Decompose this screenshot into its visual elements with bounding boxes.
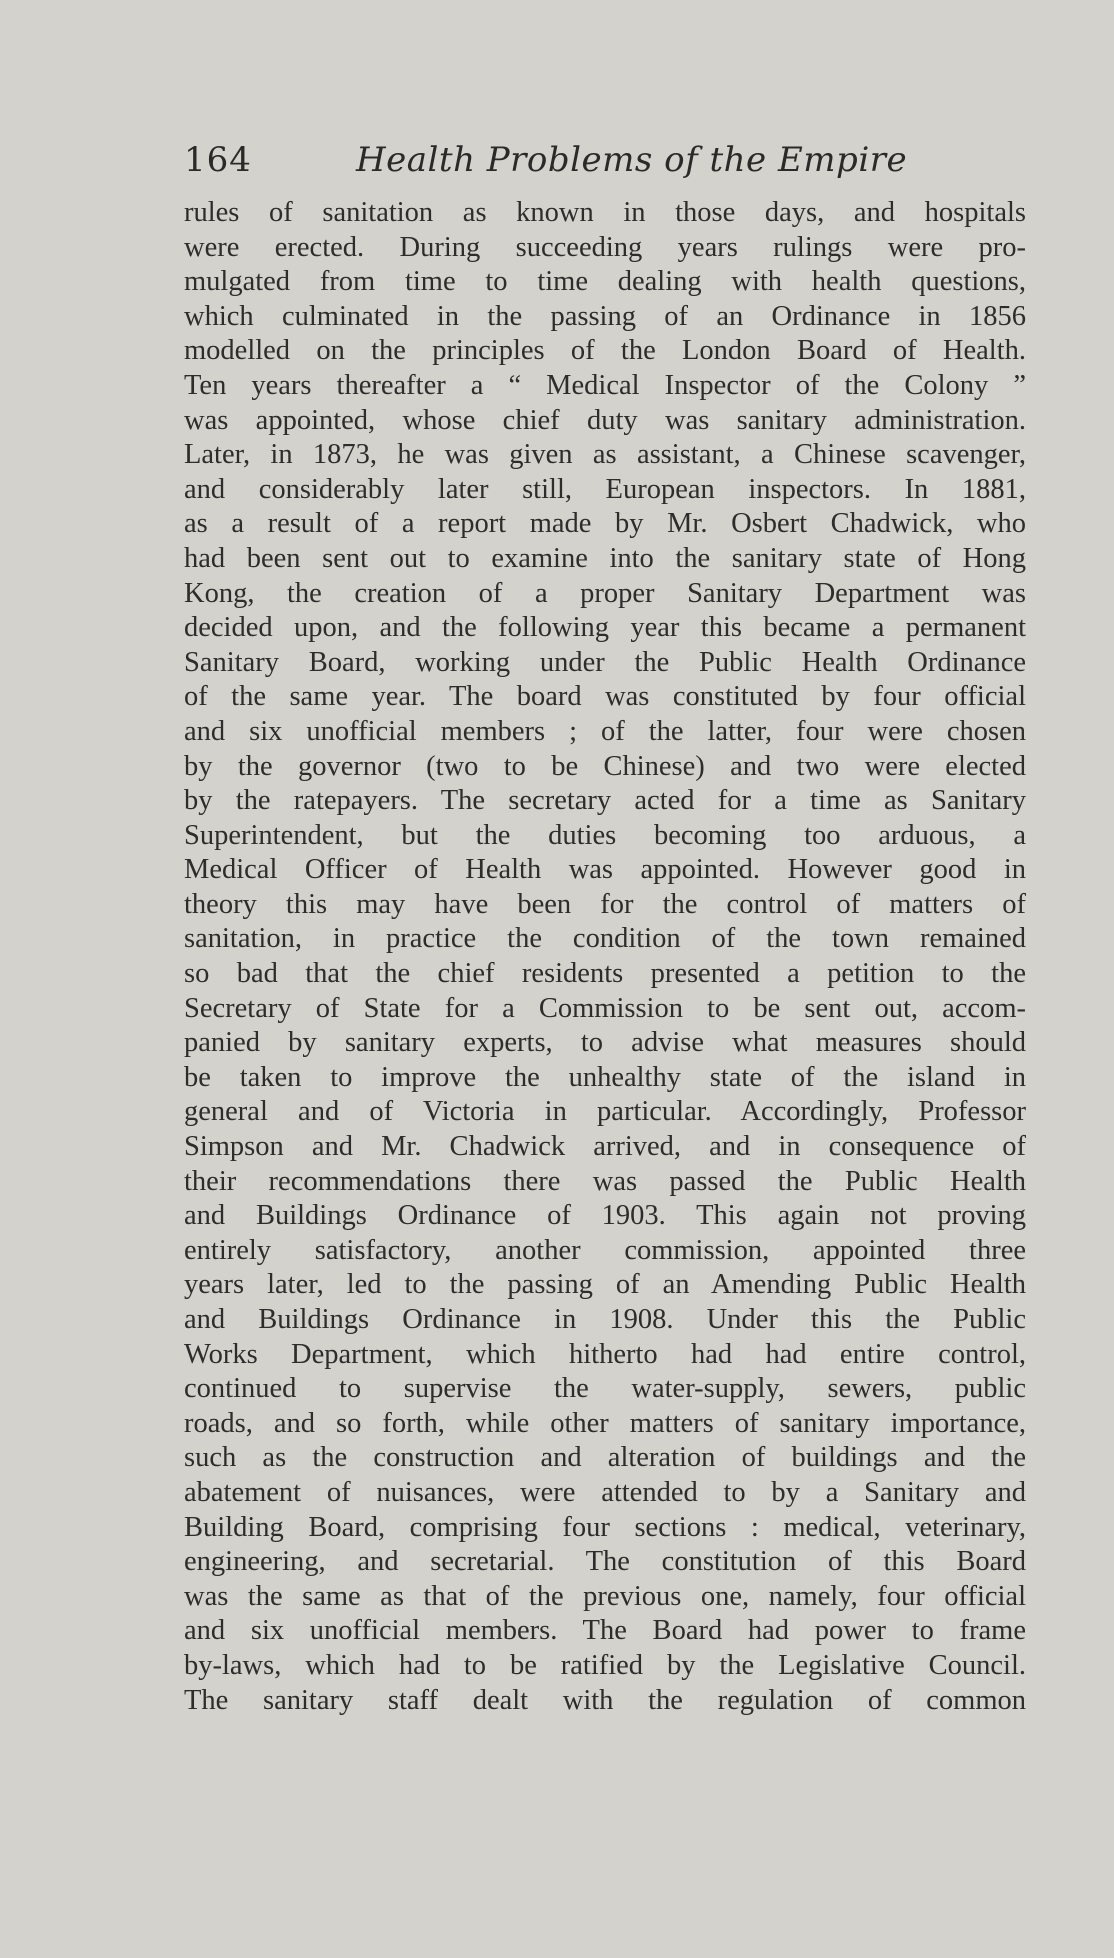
text-line: had been sent out to examine into the sanitary state of Hong [184, 542, 1026, 574]
text-line: were erected. During succeeding years rulings were pro- [184, 231, 1026, 263]
text-line: so bad that the chief residents presented a petition to the [184, 958, 1026, 990]
text-line: was appointed, whose chief duty was sanitary administration. [184, 404, 1026, 436]
text-line: by-laws, which had to be ratified by the Legislative Council. [184, 1649, 1026, 1681]
text-line: Later, in 1873, he was given as assistant, a Chinese scavenger, [184, 439, 1026, 471]
text-line: and considerably later still, European inspectors. In 1881, [184, 473, 1026, 505]
text-line: by the governor (two to be Chinese) and two were elected [184, 750, 1026, 782]
text-line: Sanitary Board, working under the Public Health Ordinance [184, 646, 1026, 678]
text-line: entirely satisfactory, another commission, appointed three [184, 1234, 1026, 1266]
text-line: and six unofficial members ; of the latter, four were chosen [184, 715, 1026, 747]
text-line: engineering, and secretarial. The constitution of this Board [184, 1546, 1026, 1578]
page-header [184, 136, 1024, 196]
text-line: Kong, the creation of a proper Sanitary Department was [184, 577, 1026, 609]
text-line: abatement of nuisances, were attended to by a Sanitary and [184, 1476, 1026, 1508]
text-line: which culminated in the passing of an Ordinance in 1856 [184, 300, 1026, 332]
page-number: 164 [184, 140, 252, 180]
text-line: Simpson and Mr. Chadwick arrived, and in consequence of [184, 1131, 1026, 1163]
text-line: such as the construction and alteration of buildings and the [184, 1442, 1026, 1474]
text-line: by the ratepayers. The secretary acted for a time as Sanitary [184, 785, 1026, 817]
text-line: rules of sanitation as known in those days, and hospitals [184, 197, 1026, 228]
text-line: their recommendations there was passed the Public Health [184, 1165, 1026, 1197]
text-line: theory this may have been for the control of matters of [184, 888, 1026, 920]
text-line: mulgated from time to time dealing with health questions, [184, 266, 1026, 298]
text-line: Superintendent, but the duties becoming too arduous, a [184, 819, 1026, 851]
body-text [184, 196, 1026, 1718]
text-line: general and of Victoria in particular. Accordingly, Professor [184, 1096, 1026, 1128]
text-line: and Buildings Ordinance in 1908. Under this the Public [184, 1304, 1026, 1335]
text-line: Ten years thereafter a “ Medical Inspector of the Colony ” [184, 369, 1026, 401]
text-line: Works Department, which hitherto had had entire control, [184, 1338, 1026, 1370]
text-line: The sanitary staff dealt with the regulation of common [184, 1684, 1026, 1716]
text-line: roads, and so forth, while other matters of sanitary importance, [184, 1407, 1026, 1439]
text-line: and six unofficial members. The Board had power to frame [184, 1615, 1026, 1647]
text-line: Building Board, comprising four sections : medical, veterinary, [184, 1511, 1026, 1543]
text-line: sanitation, in practice the condition of the town remained [184, 923, 1026, 955]
text-line: and Buildings Ordinance of 1903. This again not proving [184, 1200, 1026, 1232]
text-line: Secretary of State for a Commission to be sent out, accom- [184, 992, 1026, 1024]
text-line: continued to supervise the water-supply, sewers, public [184, 1373, 1026, 1405]
text-line: of the same year. The board was constituted by four official [184, 681, 1026, 713]
text-line: modelled on the principles of the London Board of Health. [184, 335, 1026, 367]
text-line: be taken to improve the unhealthy state of the island in [184, 1061, 1026, 1093]
running-title: Health Problems of the Empire [356, 140, 908, 180]
text-line: panied by sanitary experts, to advise what measures should [184, 1027, 1026, 1059]
text-line: Medical Officer of Health was appointed. However good in [184, 854, 1026, 886]
text-line: years later, led to the passing of an Amending Public Health [184, 1269, 1026, 1301]
text-line: decided upon, and the following year this became a permanent [184, 612, 1026, 644]
text-line: as a result of a report made by Mr. Osbert Chadwick, who [184, 508, 1026, 540]
text-line: was the same as that of the previous one, namely, four official [184, 1580, 1026, 1612]
